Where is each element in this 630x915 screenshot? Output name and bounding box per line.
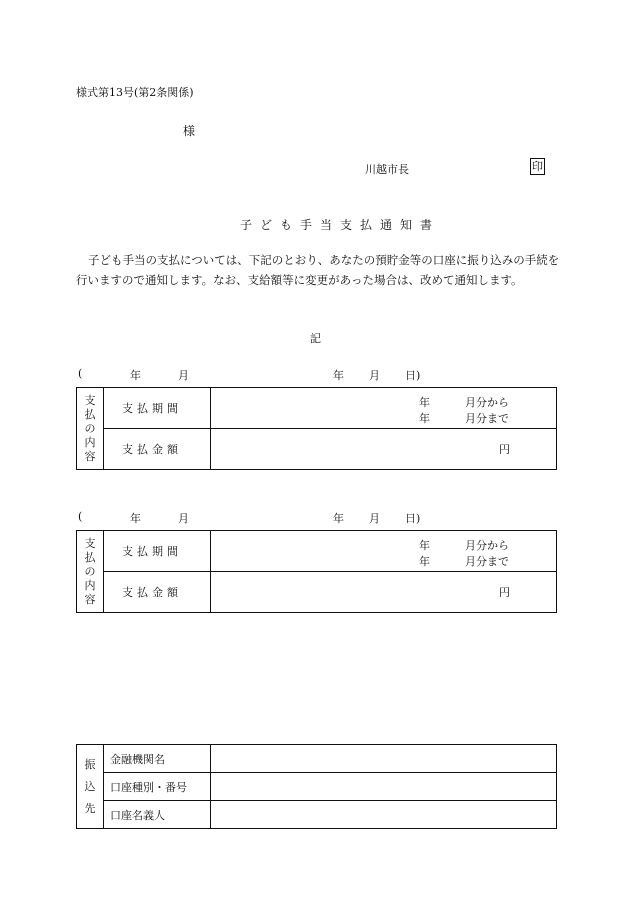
ki-label: 記: [310, 332, 321, 345]
period-label: 支払期間: [104, 531, 211, 572]
year-label: 年: [333, 369, 344, 382]
month-label: 月: [178, 512, 189, 525]
side-label: 支 払 の 内 容: [77, 388, 104, 470]
day-label: 日): [405, 512, 421, 525]
side-label: 支 払 の 内 容: [77, 531, 104, 613]
year-label: 年: [333, 512, 344, 525]
period-label: 支払期間: [104, 388, 211, 429]
bank-name-field[interactable]: [211, 745, 557, 773]
account-type-number-field[interactable]: [211, 773, 557, 801]
payment-table-2: [76, 530, 557, 613]
period-value: 年 月分から 年 月分まで: [211, 388, 557, 429]
month-label: 月: [369, 512, 380, 525]
seal-mark: 印: [532, 160, 543, 173]
transfer-table: [76, 744, 557, 829]
account-holder-label: 口座名義人: [104, 801, 211, 829]
amount-label: 支払金額: [104, 572, 211, 613]
open-paren: (: [78, 367, 83, 380]
document-title: 子ども手当支払通知書: [240, 218, 441, 232]
account-type-number-label: 口座種別・番号: [104, 773, 211, 801]
year-label: 年: [130, 369, 141, 382]
account-holder-field[interactable]: [211, 801, 557, 829]
document-body: 子ども手当の支払については、下記のとおり、あなたの預貯金等の口座に振り込みの手続を行いますので通知します。なお、支給額等に変更があった場合は、改めて通知します。: [76, 253, 560, 287]
payment-table-1: [76, 387, 557, 470]
addressee-suffix: 様: [183, 124, 196, 138]
open-paren: (: [78, 510, 83, 523]
issuer-name: 川越市長: [365, 163, 409, 176]
amount-value: 円: [211, 572, 557, 613]
month-label: 月: [178, 369, 189, 382]
amount-label: 支払金額: [104, 429, 211, 470]
year-label: 年: [130, 512, 141, 525]
bank-name-label: 金融機関名: [104, 745, 211, 773]
month-label: 月: [369, 369, 380, 382]
day-label: 日): [405, 369, 421, 382]
period-value: 年 月分から 年 月分まで: [211, 531, 557, 572]
amount-value: 円: [211, 429, 557, 470]
form-number: 様式第13号(第2条関係): [76, 86, 194, 99]
transfer-side-label: 振 込 先: [77, 745, 104, 829]
